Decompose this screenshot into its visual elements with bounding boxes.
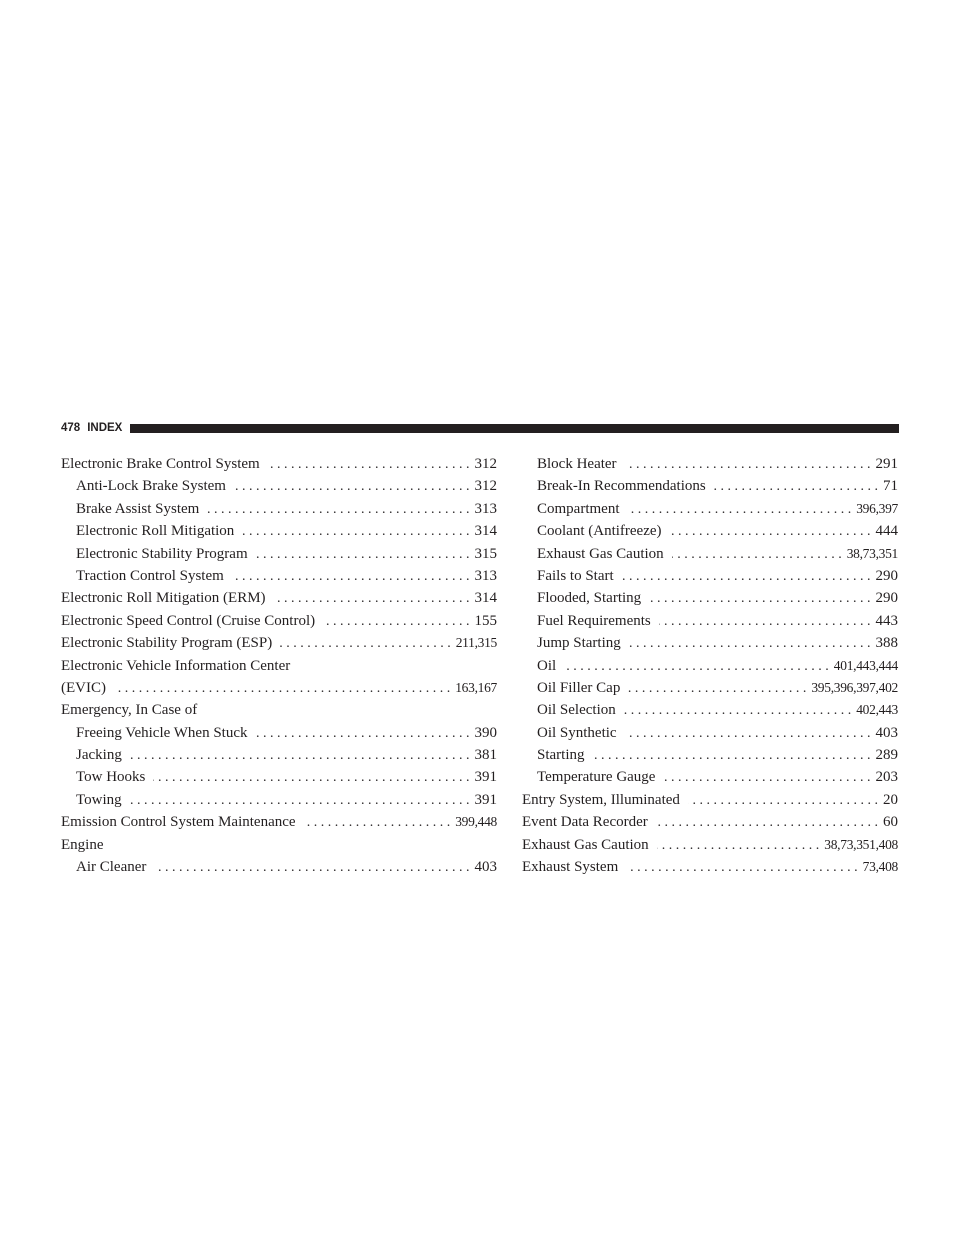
- index-entry-label: Entry System, Illuminated: [522, 791, 680, 808]
- index-entry: [522, 699, 898, 721]
- index-entry-pages: 211,315: [455, 635, 497, 651]
- dot-leader: [625, 723, 871, 745]
- dot-leader: [207, 499, 469, 521]
- index-entry: [522, 475, 898, 497]
- index-entry-pages: 403: [474, 859, 497, 876]
- index-entry-pages: 38,73,351,408: [824, 836, 898, 852]
- index-entry-label: Electronic Stability Program (ESP): [61, 635, 273, 652]
- dot-leader: [274, 588, 470, 610]
- dot-leader: [624, 700, 851, 722]
- index-entry: [522, 744, 898, 766]
- dot-leader: [659, 611, 871, 633]
- index-entry-pages: 290: [875, 590, 898, 607]
- index-entry-pages: 289: [875, 747, 898, 764]
- index-entry-label: Exhaust Gas Caution: [537, 545, 664, 562]
- index-column-right: [522, 453, 898, 878]
- index-entry-pages: 20: [883, 791, 898, 808]
- dot-leader: [688, 790, 878, 812]
- index-entry: [522, 655, 898, 677]
- index-entry-label: Jump Starting: [537, 635, 621, 652]
- index-entry-label: Event Data Recorder: [522, 814, 648, 831]
- index-entry-label: Electronic Stability Program: [76, 545, 248, 562]
- index-entry-pages: 163,167: [455, 679, 497, 695]
- index-entry-label: Tow Hooks: [76, 769, 146, 786]
- index-entry-label: Freeing Vehicle When Stuck: [76, 724, 248, 741]
- dot-leader: [564, 656, 829, 678]
- index-entry: [522, 543, 898, 565]
- dot-leader: [656, 812, 878, 834]
- index-entry-pages: 395,396,397,402: [811, 679, 898, 695]
- page-header: [61, 420, 899, 436]
- dot-leader: [268, 454, 470, 476]
- dot-leader: [625, 454, 871, 476]
- index-entry: [61, 722, 497, 744]
- index-entry: [61, 453, 497, 475]
- index-entry-pages: 396,397: [856, 500, 898, 516]
- index-entry-pages: 203: [875, 769, 898, 786]
- dot-leader: [232, 566, 470, 588]
- dot-leader: [670, 521, 871, 543]
- index-entry-pages: 60: [883, 814, 898, 831]
- index-entry-label: Coolant (Antifreeze): [537, 523, 662, 540]
- index-entry: [61, 565, 497, 587]
- index-entry-label: Air Cleaner: [76, 859, 147, 876]
- index-entry-pages: 443: [875, 612, 898, 629]
- dot-leader: [626, 857, 857, 879]
- dot-leader: [657, 835, 820, 857]
- dot-leader: [153, 767, 469, 789]
- index-entry: [522, 632, 898, 654]
- index-entry-pages: 312: [474, 478, 497, 495]
- index-entry: [522, 587, 898, 609]
- index-entry: [61, 610, 497, 632]
- index-entry: [522, 811, 898, 833]
- index-entry: [522, 856, 898, 878]
- dot-leader: [256, 544, 470, 566]
- index-entry: [61, 789, 497, 811]
- dot-leader: [628, 678, 806, 700]
- index-entry: [61, 475, 497, 497]
- index-entry: [61, 520, 497, 542]
- index-entry: [522, 834, 898, 856]
- dot-leader: [628, 499, 852, 521]
- index-entry-label: Engine: [61, 836, 104, 853]
- index-entry-label: Electronic Brake Control System: [61, 456, 260, 472]
- index-entry-label: Electronic Roll Mitigation: [76, 523, 235, 540]
- dot-leader: [323, 611, 469, 633]
- index-entry-label: Towing: [76, 791, 122, 808]
- index-entry: [522, 520, 898, 542]
- index-entry: [522, 766, 898, 788]
- dot-leader: [114, 678, 450, 700]
- index-entry-pages: 403: [875, 724, 898, 741]
- index-entry: [61, 498, 497, 520]
- index-entry: [61, 587, 497, 609]
- section-title: INDEX: [87, 422, 123, 434]
- index-entry: [522, 722, 898, 744]
- index-entry-label: Temperature Gauge: [537, 769, 656, 786]
- index-entry-label: Traction Control System: [76, 567, 224, 584]
- index-entry-label: Electronic Vehicle Information Center: [61, 657, 291, 674]
- index-entry: [61, 543, 497, 565]
- dot-leader: [130, 745, 470, 767]
- dot-leader: [130, 790, 470, 812]
- header-rule: [130, 424, 899, 433]
- index-entry-label: Oil Selection: [537, 702, 616, 719]
- index-entry-pages: 38,73,351: [846, 545, 898, 561]
- index-entry-pages: 313: [474, 567, 497, 584]
- index-entry-pages: 155: [474, 612, 497, 629]
- index-column-left: [61, 453, 497, 878]
- index-entry-label: Exhaust System: [522, 859, 619, 876]
- index-entry: [522, 565, 898, 587]
- index-entry: [61, 699, 497, 721]
- index-entry: [61, 744, 497, 766]
- index-entry-pages: 315: [474, 545, 497, 562]
- index-entry-label: Jacking: [76, 747, 122, 764]
- index-entry-pages: 381: [474, 747, 497, 764]
- dot-leader: [256, 723, 470, 745]
- index-entry-label: Flooded, Starting: [537, 590, 642, 607]
- index-entry-label: Block Heater: [537, 456, 617, 472]
- index-entry-label: Oil Filler Cap: [537, 679, 621, 696]
- dot-leader: [154, 857, 469, 879]
- index-entry-pages: 313: [474, 500, 497, 517]
- index-entry-pages: 291: [875, 456, 898, 472]
- dot-leader: [242, 521, 469, 543]
- index-entry-pages: 312: [474, 456, 497, 472]
- index-entry-label: Exhaust Gas Caution: [522, 836, 649, 853]
- dot-leader: [280, 633, 451, 655]
- page-number: 478: [61, 422, 81, 434]
- index-entry-label: Emergency, In Case of: [61, 702, 198, 719]
- index-entry-pages: 71: [883, 478, 898, 495]
- index-entry-pages: 314: [474, 590, 497, 607]
- index-entry-pages: 390: [474, 724, 497, 741]
- index-entry-label: Emission Control System Maintenance: [61, 814, 296, 831]
- dot-leader: [593, 745, 871, 767]
- dot-leader: [714, 476, 878, 498]
- dot-leader: [234, 476, 470, 498]
- dot-leader: [629, 633, 871, 655]
- dot-leader: [622, 566, 871, 588]
- index-entry: [522, 610, 898, 632]
- index-entry: [61, 632, 497, 654]
- index-entry-label: Electronic Roll Mitigation (ERM): [61, 590, 266, 607]
- index-entry-label: Electronic Speed Control (Cruise Control): [61, 612, 316, 629]
- index-entry-label: Fails to Start: [537, 567, 614, 584]
- index-entry: [61, 834, 497, 856]
- index-entry: [61, 811, 497, 833]
- index-entry: [522, 453, 898, 475]
- index-entry-pages: 399,448: [455, 814, 497, 830]
- index-entry: [522, 498, 898, 520]
- dot-leader: [663, 767, 870, 789]
- index-entry: [522, 789, 898, 811]
- index-entry-label: Starting: [537, 747, 585, 764]
- index-entry-label: Break-In Recommendations: [537, 478, 706, 495]
- index-entry-label: Oil: [537, 657, 557, 674]
- dot-leader: [649, 588, 870, 610]
- index-entry-pages: 401,443,444: [833, 657, 898, 673]
- index-entry-label: Fuel Requirements: [537, 612, 651, 629]
- index-entry-label: Anti-Lock Brake System: [76, 478, 226, 495]
- index-entry-label: (EVIC): [61, 679, 106, 696]
- index-entry-pages: 391: [474, 791, 497, 808]
- index-entry: [61, 856, 497, 878]
- index-entry-label: Oil Synthetic: [537, 724, 617, 741]
- index-entry-pages: 73,408: [862, 859, 898, 875]
- index-entry-label: Compartment: [537, 500, 620, 517]
- index-entry: [61, 655, 497, 677]
- index-entry: [522, 677, 898, 699]
- index-entry-label: Brake Assist System: [76, 500, 200, 517]
- index-entry-pages: 314: [474, 523, 497, 540]
- index-entry: [61, 766, 497, 788]
- index-entry-pages: 391: [474, 769, 497, 786]
- dot-leader: [304, 812, 451, 834]
- index-entry-pages: 290: [875, 567, 898, 584]
- index-entry-pages: 402,443: [856, 702, 898, 718]
- index-entry-pages: 388: [875, 635, 898, 652]
- dot-leader: [672, 544, 842, 566]
- index-entry-pages: 444: [875, 523, 898, 540]
- index-entry: [61, 677, 497, 699]
